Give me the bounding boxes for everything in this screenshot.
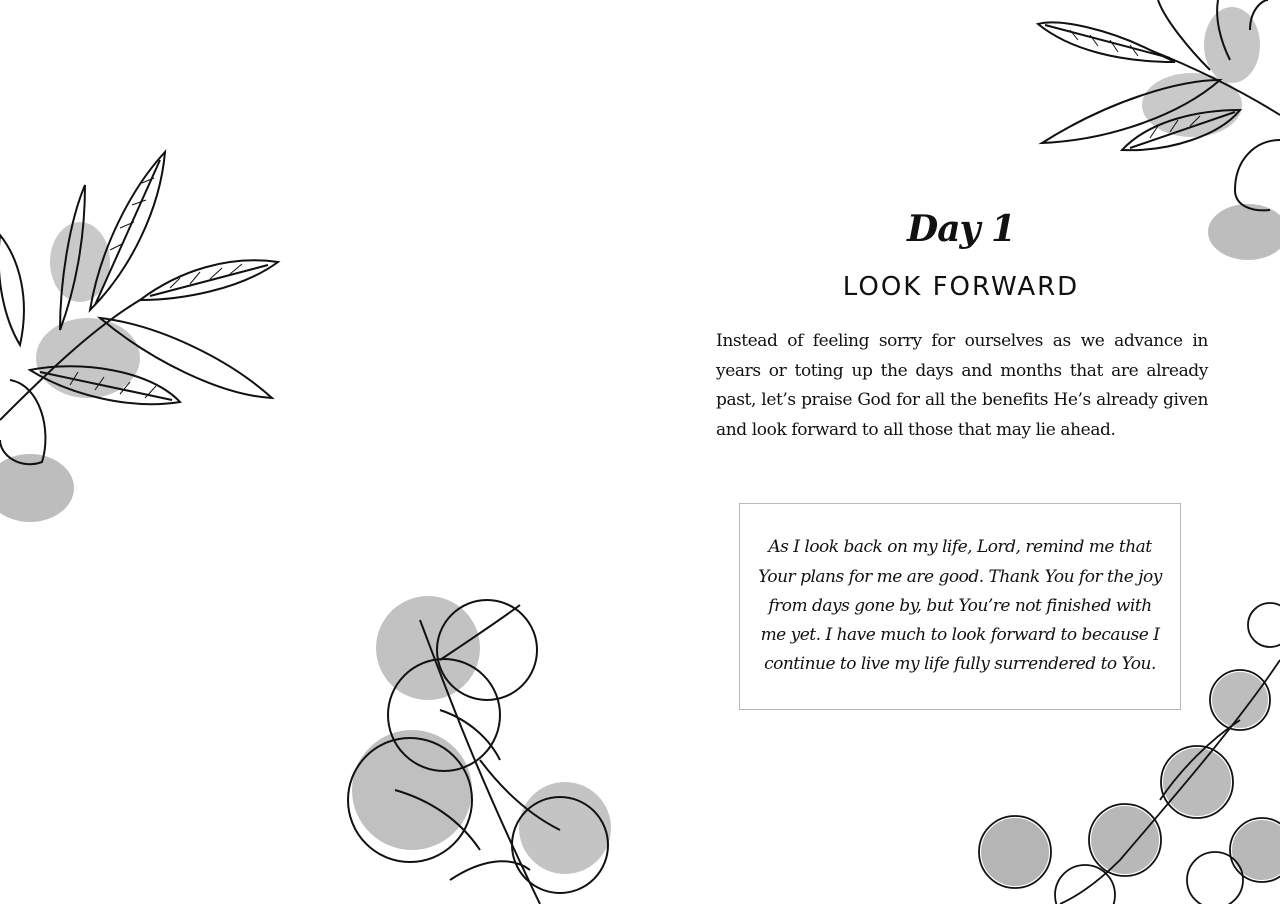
eucalyptus-illustration-bottom xyxy=(348,596,611,904)
prayer-box xyxy=(739,503,1181,710)
devotional-text: Instead of feeling sorry for ourselves as we advance in years or toting up the days and months that are already past, let’s praise God for all the benefits He’s already given and look forward to all those that may lie ahead. xyxy=(716,331,1208,440)
leaf-branch-illustration-left xyxy=(0,152,278,522)
prayer-text: As I look back on my life, Lord, remind me that Your plans for me are good. Thank You for the joy from days gone by, but You’re not finished with me yet. I have much to look forward to because I continue to live my life fully surrendered to You. xyxy=(758,537,1162,675)
day-label: Day 1 xyxy=(906,208,1016,250)
page-title: LOOK FORWARD xyxy=(842,272,1080,302)
